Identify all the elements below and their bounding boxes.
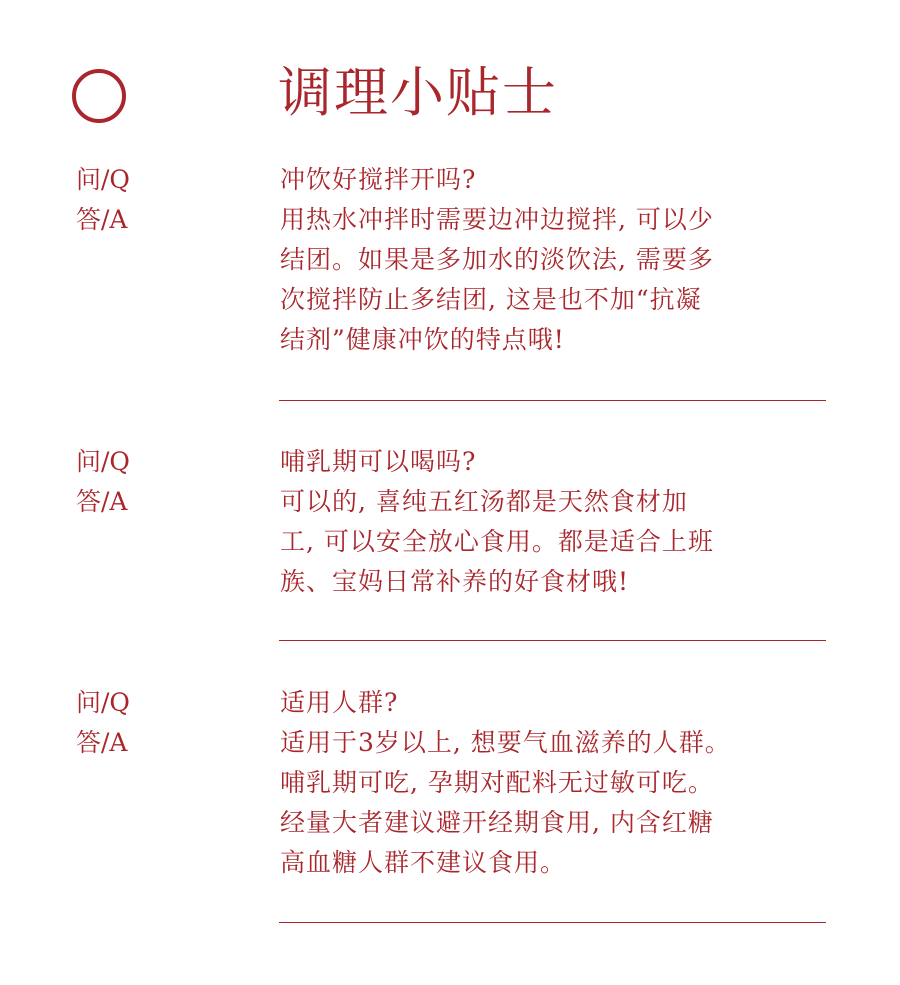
faq-answer-line: 用热水冲拌时需要边冲边搅拌, 可以少 [280, 205, 714, 234]
faq-answer-line: 适用于3岁以上, 想要气血滋养的人群。 [280, 728, 731, 757]
qa-labels [76, 442, 130, 522]
faq-question: 冲饮好搅拌开吗? [280, 165, 477, 194]
question-label: 问/Q [76, 165, 130, 194]
faq-answer-line: 可以的, 喜纯五红汤都是天然食材加 [280, 487, 688, 516]
divider [279, 922, 826, 923]
qa-content [280, 442, 780, 602]
faq-answer-line: 次搅拌防止多结团, 这是也不加“抗凝 [280, 285, 702, 314]
page-title: 调理小贴士 [278, 61, 558, 124]
answer-label: 答/A [76, 205, 128, 234]
question-label: 问/Q [76, 447, 130, 476]
divider [279, 400, 826, 401]
question-label: 问/Q [76, 688, 130, 717]
faq-question: 哺乳期可以喝吗? [280, 447, 477, 476]
answer-label: 答/A [76, 728, 128, 757]
divider [279, 640, 826, 641]
circle-icon [72, 69, 126, 123]
answer-label: 答/A [76, 487, 128, 516]
qa-content [280, 160, 780, 360]
faq-answer-line: 族、宝妈日常补养的好食材哦! [280, 567, 630, 596]
faq-answer-line: 高血糖人群不建议食用。 [280, 848, 567, 877]
qa-labels [76, 683, 130, 763]
qa-content [280, 683, 780, 883]
faq-answer-line: 经量大者建议避开经期食用, 内含红糖 [280, 808, 714, 837]
qa-labels [76, 160, 130, 240]
faq-answer-line: 工, 可以安全放心食用。都是适合上班 [280, 527, 714, 556]
faq-answer-line: 哺乳期可吃, 孕期对配料无过敏可吃。 [280, 768, 714, 797]
faq-answer-line: 结剂”健康冲饮的特点哦! [280, 325, 565, 354]
faq-question: 适用人群? [280, 688, 399, 717]
faq-answer-line: 结团。如果是多加水的淡饮法, 需要多 [280, 245, 714, 274]
